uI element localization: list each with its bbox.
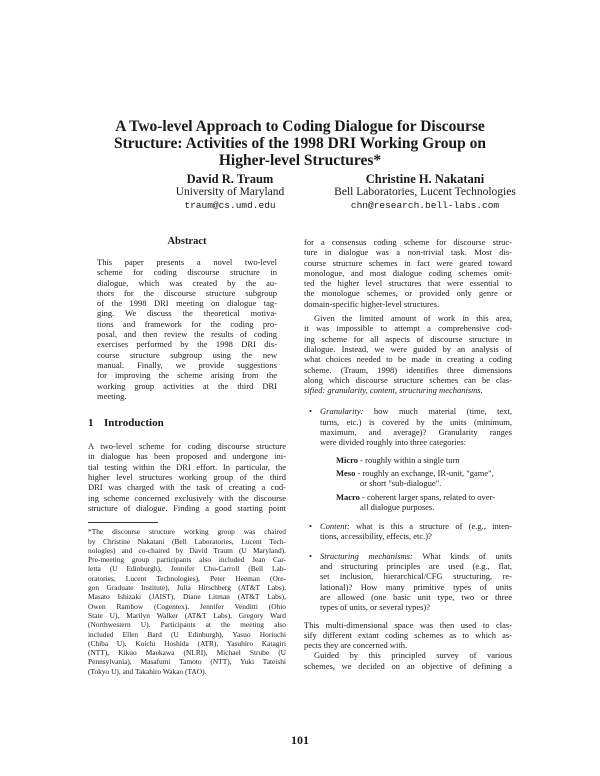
bullet-label: Content: bbox=[320, 521, 350, 532]
abstract-line: of the 1998 DRI meeting on dialogue tag- bbox=[97, 298, 277, 309]
bullet-granularity bbox=[304, 406, 512, 512]
abstract-line: working group activities at the third DRI bbox=[97, 380, 277, 391]
body-line: tial testing within the DRI effort. In particular, the bbox=[88, 461, 286, 472]
author-affiliation: Bell Laboratories, Lucent Technologies bbox=[334, 186, 516, 198]
abstract-line: This paper presents a novel two-level bbox=[97, 257, 277, 267]
author-email: chn@research.bell-labs.com bbox=[350, 200, 500, 211]
footnote-line: (NTT), Kikuo Maekawa (NLRI), Michael Strube (U bbox=[88, 648, 286, 658]
body-line: scheme. (Traum, 1998) identifies three dimensions bbox=[304, 364, 512, 375]
author-affiliation: University of Maryland bbox=[175, 186, 285, 198]
bullet-dot-icon: • bbox=[309, 406, 312, 417]
author-block-1 bbox=[140, 173, 320, 212]
abstract-heading: Abstract bbox=[167, 236, 207, 247]
section-title: Introduction bbox=[104, 417, 164, 430]
footnote-line: letta (U Edinburgh), Jennifer Chu-Carroll (Bell Lab- bbox=[88, 564, 286, 574]
author-block-2 bbox=[300, 173, 550, 212]
bullet-line: and structuring principles are used (e.g., flat, bbox=[320, 561, 512, 572]
abstract-line: thors for the discourse structure subgroup bbox=[97, 287, 277, 298]
granularity-term: Meso bbox=[336, 467, 356, 478]
footnote-line: Pennsylvania), Masafumi Tamoto (NTT), Yuki Tateishi bbox=[88, 657, 286, 667]
body-line: for a consensus coding scheme for discourse struc- bbox=[304, 237, 512, 247]
bullet-structuring-mechanisms bbox=[304, 551, 512, 613]
body-line: in dialogue has been proposed and undergone ini- bbox=[88, 451, 286, 462]
granularity-desc: - coherent larger spans, related to over- bbox=[362, 491, 496, 502]
bullet-text: how much material (time, text, bbox=[373, 406, 512, 417]
body-line: sified: granularity, content, structuring mechanisms. bbox=[304, 385, 483, 396]
introduction-body bbox=[88, 441, 286, 513]
bullet-label: Structuring mechanisms: bbox=[320, 550, 413, 561]
body-line: along which discourse structure schemes can be clas- bbox=[304, 374, 512, 385]
bullet-dot-icon: • bbox=[309, 550, 312, 561]
right-paragraph-3 bbox=[304, 620, 512, 651]
granularity-desc: - roughly within a single turn bbox=[360, 454, 460, 465]
bullet-line: types of units, or several types)? bbox=[320, 602, 430, 613]
abstract-line: posal, and then review the results of coding bbox=[97, 329, 277, 340]
body-line: ted the higher level structures that were essential to bbox=[304, 278, 512, 289]
granularity-meso bbox=[336, 468, 512, 489]
right-paragraph-2 bbox=[304, 313, 512, 395]
body-line: it was impossible to attempt a comprehensive cod- bbox=[304, 323, 512, 334]
footnote bbox=[88, 527, 286, 676]
abstract-line: exercises performed by the 1998 DRI dis- bbox=[97, 339, 277, 350]
footnote-line: by Christine Nakatani (Bell Laboratories, Lucent Tech- bbox=[88, 536, 286, 546]
section-heading-introduction bbox=[88, 417, 286, 429]
title-line-2: Structure: Activities of the 1998 DRI Working Group on bbox=[113, 135, 486, 152]
right-paragraph-1 bbox=[304, 237, 512, 309]
footnote-rule bbox=[88, 522, 158, 523]
bullet-dot-icon: • bbox=[309, 521, 312, 532]
body-line: the monologue schemes, or provided only genre or bbox=[304, 288, 512, 299]
right-paragraph-4 bbox=[304, 650, 512, 671]
body-line: domain-specific higher-level structures. bbox=[304, 298, 440, 309]
left-column bbox=[88, 236, 286, 676]
footnote-line: Pre-meeting group participants also included Jean Car- bbox=[88, 555, 286, 565]
body-line: ing scheme for all aspects of discourse structure in bbox=[304, 333, 512, 344]
footnote-line: nologies) and co-chaired by David Traum (U Maryland). bbox=[88, 545, 286, 555]
body-line: This multi-dimensional space was then used to clas- bbox=[304, 619, 512, 630]
section-number: 1 bbox=[88, 417, 94, 430]
abstract-line: tions and framework for the coding pro- bbox=[97, 318, 277, 329]
right-column bbox=[304, 237, 512, 671]
bullet-line: are allowed (one basic unit type, two or three bbox=[320, 591, 512, 602]
body-line: DRI was charged with the task of creating a cod- bbox=[88, 482, 286, 493]
abstract-line: dialogue, which was created by the au- bbox=[97, 277, 277, 288]
footnote-line: included Ellen Bard (U Edinburgh), Yasuo Horiuchi bbox=[88, 629, 286, 639]
body-line: ture in dialogue was a non-trivial task. Most dis- bbox=[304, 247, 512, 258]
author-email: traum@cs.umd.edu bbox=[184, 200, 276, 211]
author-name: David R. Traum bbox=[186, 172, 274, 186]
bullet-line: turns, etc.) is covered by the units (minimum, bbox=[320, 416, 512, 427]
bullet-text: what is this a structure of (e.g., inten- bbox=[356, 521, 512, 532]
abstract-line: for improving the scheme arising from the bbox=[97, 370, 277, 381]
body-line: what choices needed to be made in creating a coding bbox=[304, 354, 512, 365]
abstract-line: ging. We discuss the theoretical motiva- bbox=[97, 308, 277, 319]
footnote-line: oratories, Lucent Technologies), Peter Heeman (Ore- bbox=[88, 573, 286, 583]
granularity-micro bbox=[336, 455, 512, 465]
body-line: higher level structures working group of the third bbox=[88, 472, 286, 483]
granularity-macro bbox=[336, 492, 512, 513]
granularity-term: Macro bbox=[336, 491, 360, 502]
granularity-levels bbox=[320, 455, 512, 512]
footnote-line: Masato Ishizaki (JAIST), Diane Litman (AT&T Labs), bbox=[88, 592, 286, 602]
footnote-line: (Tokyo U), and Takahiro Wakao (TAO). bbox=[88, 666, 207, 676]
footnote-line: *The discourse structure working group was chaired bbox=[88, 527, 286, 537]
granularity-term: Micro bbox=[336, 454, 359, 465]
body-line: Given the limited amount of work in this area, bbox=[314, 313, 512, 324]
abstract-line: course structure subgroup using the new bbox=[97, 349, 277, 360]
bullet-text: What kinds of units bbox=[422, 550, 512, 561]
bullet-line: lational)? How many primitive types of units bbox=[320, 581, 512, 592]
body-line: structure of dialogue. Finding a good starting point bbox=[88, 502, 286, 513]
title-line-3: Higher-level Structures* bbox=[218, 152, 382, 169]
bullet-line: set inclusion, hierarchical/CFG structuring, re- bbox=[320, 571, 512, 582]
bullet-line: were divided roughly into three categories: bbox=[320, 437, 467, 448]
footnote-line: State U), Marilyn Walker (AT&T Labs), Gregory Ward bbox=[88, 610, 286, 620]
footnote-line: Owen Rambow (Cogentex), Jennifer Venditti (Ohio bbox=[88, 601, 286, 611]
page-number: 101 bbox=[291, 733, 309, 747]
granularity-desc-cont: all dialogue purposes. bbox=[360, 501, 435, 512]
bullet-line: tions, accessibility, effects, etc.)? bbox=[320, 531, 432, 542]
body-line: pects they are concerned with. bbox=[304, 640, 408, 651]
paper-title bbox=[60, 118, 540, 169]
abstract-body bbox=[88, 257, 286, 401]
granularity-desc-cont: or short "sub-dialogue". bbox=[360, 478, 442, 489]
body-line: dialogue. Instead, we were guided by an analysis of bbox=[304, 343, 512, 354]
abstract-line: scheme for coding discourse structure in bbox=[97, 267, 277, 278]
title-line-1: A Two-level Approach to Coding Dialogue for Discourse bbox=[115, 118, 485, 135]
footnote-line: (Chiba U), Koichi Hoshida (ATR), Yasuhiro Katagiri bbox=[88, 638, 286, 648]
footnote-line: (Northwestern U). Participants at the meeting also bbox=[88, 620, 286, 630]
bullet-content bbox=[304, 521, 512, 542]
body-line: Guided by this principled survey of various bbox=[314, 650, 512, 661]
footnote-line: gon Graduate Institute), Julia Hirschberg (AT&T Labs), bbox=[88, 583, 286, 593]
body-line: ing scheme concerned exclusively with the discourse bbox=[88, 492, 286, 503]
body-line: schemes, we decided on an objective of defining a bbox=[304, 660, 512, 671]
granularity-desc: - roughly an exchange, IR-unit, "game", bbox=[357, 467, 494, 478]
author-name: Christine H. Nakatani bbox=[365, 172, 485, 186]
bullet-line: maximum, and average)? Granularity ranges bbox=[320, 427, 512, 438]
body-line: monologue, and most dialogue coding schemes omit- bbox=[304, 267, 512, 278]
bullet-label: Granularity: bbox=[320, 406, 364, 417]
body-line: course structure schemes in fact were geared toward bbox=[304, 257, 512, 268]
abstract-line: manual. Finally, we provide suggestions bbox=[97, 359, 277, 370]
abstract-line: meeting. bbox=[97, 390, 127, 401]
body-line: sify different extant coding schemes as to which as- bbox=[304, 629, 512, 640]
body-line: A two-level scheme for coding discourse structure bbox=[88, 441, 286, 452]
